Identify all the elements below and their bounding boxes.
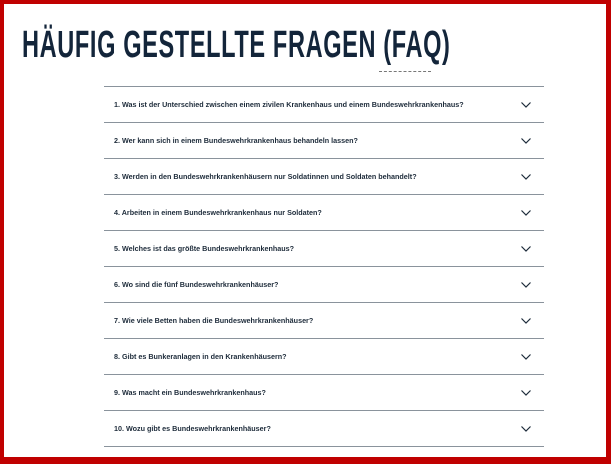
faq-question: 6. Wo sind die fünf Bundeswehrkrankenhäuser? — [114, 280, 279, 289]
faq-item[interactable] — [104, 195, 544, 231]
faq-question: 10. Wozu gibt es Bundeswehrkrankenhäuser? — [114, 424, 271, 433]
chevron-down-icon[interactable] — [520, 209, 532, 217]
chevron-down-icon[interactable] — [520, 101, 532, 109]
faq-item[interactable] — [104, 339, 544, 375]
chevron-down-icon[interactable] — [520, 425, 532, 433]
chevron-down-icon[interactable] — [520, 137, 532, 145]
faq-question: 4. Arbeiten in einem Bundeswehrkrankenhaus nur Soldaten? — [114, 208, 322, 217]
faq-question: 3. Werden in den Bundeswehrkrankenhäusern nur Soldatinnen und Soldaten behandelt? — [114, 172, 417, 181]
faq-question: 2. Wer kann sich in einem Bundeswehrkrankenhaus behandeln lassen? — [114, 136, 358, 145]
page-title: HÄUFIG GESTELLTE FRAGEN (FAQ) — [22, 24, 451, 66]
chevron-down-icon[interactable] — [520, 389, 532, 397]
chevron-down-icon[interactable] — [520, 173, 532, 181]
faq-list — [104, 86, 544, 447]
faq-item[interactable] — [104, 159, 544, 195]
faq-item[interactable] — [104, 303, 544, 339]
faq-question: 7. Wie viele Betten haben die Bundeswehrkrankenhäuser? — [114, 316, 314, 325]
faq-item[interactable] — [104, 267, 544, 303]
faq-question: 8. Gibt es Bunkeranlagen in den Krankenhäusern? — [114, 352, 287, 361]
chevron-down-icon[interactable] — [520, 317, 532, 325]
faq-item[interactable] — [104, 87, 544, 123]
faq-question: 9. Was macht ein Bundeswehrkrankenhaus? — [114, 388, 266, 397]
title-underline — [379, 71, 431, 72]
faq-question: 1. Was ist der Unterschied zwischen einem zivilen Krankenhaus und einem Bundeswehrkrankenhaus? — [114, 100, 464, 109]
chevron-down-icon[interactable] — [520, 353, 532, 361]
faq-item[interactable] — [104, 123, 544, 159]
chevron-down-icon[interactable] — [520, 281, 532, 289]
faq-item[interactable] — [104, 375, 544, 411]
faq-item[interactable] — [104, 411, 544, 447]
faq-question: 5. Welches ist das größte Bundeswehrkrankenhaus? — [114, 244, 295, 253]
chevron-down-icon[interactable] — [520, 245, 532, 253]
faq-item[interactable] — [104, 231, 544, 267]
